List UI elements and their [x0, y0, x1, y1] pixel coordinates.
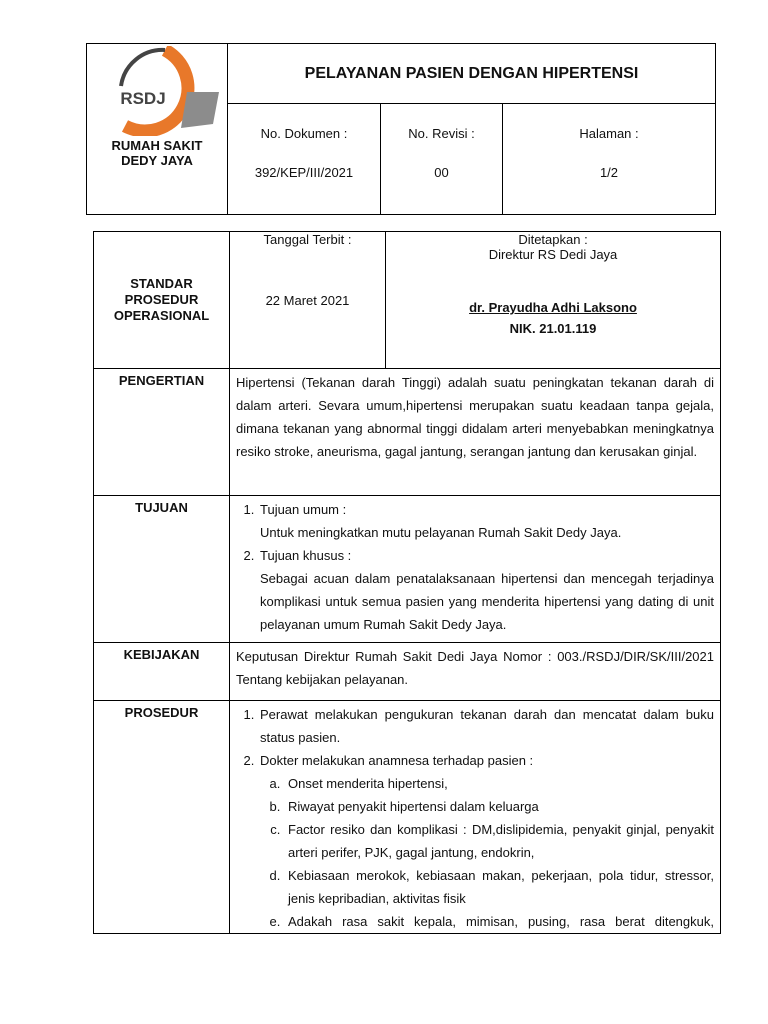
tujuan-content: [230, 496, 721, 643]
document-title: PELAYANAN PASIEN DENGAN HIPERTENSI: [228, 44, 716, 104]
list-item: [258, 749, 714, 933]
approved-by: Direktur RS Dedi Jaya: [488, 247, 618, 262]
sop-row: [94, 232, 721, 369]
logo-text: RSDJ: [120, 89, 166, 108]
pengertian-text: Hipertensi (Tekanan darah Tinggi) adalah suatu peningkatan tekanan darah di dalam arteri. Sevara umum,hipertensi merupakan suatu keadaan tanpa gejala, dimana tekanan yang abnormal tinggi didalam arteri menyebabkan meningkatnya resiko stroke, aneurisma, gagal jantung, serangan jantung dan kerusakan ginjal.: [230, 369, 721, 496]
page-cell: [503, 104, 716, 215]
tujuan-list: [236, 498, 714, 636]
list-item: [284, 864, 714, 910]
prosedur-step-2: Dokter melakukan anamnesa terhadap pasien :: [260, 753, 534, 768]
prosedur-content: [230, 701, 721, 934]
sop-label-cell: [94, 232, 230, 369]
hospital-name: RUMAH SAKIT DEDY JAYA: [111, 138, 203, 168]
list-item: [258, 544, 714, 636]
anamnesa-e: Adakah rasa sakit kepala, mimisan, pusing, rasa berat ditengkuk,: [288, 914, 714, 929]
doc-number-cell: [228, 104, 381, 215]
director-name: dr. Prayudha Adhi Laksono: [469, 300, 637, 315]
doc-number-value: 392/KEP/III/2021: [254, 165, 354, 180]
tujuan-khusus-text: Sebagai acuan dalam penatalaksanaan hipertensi dan mencegah terjadinya komplikasi untuk semua pasien yang menderita hipertensi yang dating di unit pelayanan umum Rumah Sakit Dedy Jaya.: [260, 571, 714, 632]
issue-date-cell: [230, 232, 386, 369]
tujuan-umum-text: Untuk meningkatkan mutu pelayanan Rumah Sakit Dedy Jaya.: [260, 525, 622, 540]
page-value: 1/2: [599, 165, 619, 180]
anamnesa-list: [260, 772, 714, 933]
kebijakan-text: Keputusan Direktur Rumah Sakit Dedi Jaya Nomor : 003./RSDJ/DIR/SK/III/2021 Tentang kebijakan pelayanan.: [230, 643, 721, 701]
rsdj-logo: [95, 46, 219, 136]
hospital-identity-cell: [87, 44, 228, 215]
tujuan-umum-title: 1. Tujuan umum :: [260, 502, 347, 517]
tujuan-label: TUJUAN: [94, 496, 230, 643]
sop-label: STANDAR PROSEDUR OPERASIONAL: [113, 276, 210, 323]
approved-label: Ditetapkan :: [518, 232, 588, 247]
prosedur-list: [236, 703, 714, 933]
anamnesa-b: Riwayat penyakit hipertensi dalam keluarga: [288, 799, 539, 814]
tujuan-row: [94, 496, 721, 643]
anamnesa-a: Onset menderita hipertensi,: [288, 776, 448, 791]
approval-cell: [386, 232, 721, 369]
tujuan-khusus-title: 2. Tujuan khusus :: [260, 548, 352, 563]
prosedur-label: PROSEDUR: [94, 701, 230, 934]
revision-cell: [381, 104, 503, 215]
list-item: [284, 818, 714, 864]
anamnesa-c: Factor resiko dan komplikasi : DM,dislipidemia, penyakit ginjal, penyakit arteri perifer, PJK, gagal jantung, endokrin,: [288, 822, 714, 860]
director-nik: NIK. 21.01.119: [509, 321, 597, 336]
sop-table: [93, 231, 721, 934]
list-item: [258, 703, 714, 749]
list-item: [284, 772, 714, 795]
doc-number-label: No. Dokumen :: [260, 126, 348, 141]
issue-date-label: Tanggal Terbit :: [263, 232, 352, 247]
list-item: [284, 795, 714, 818]
issue-date-value: 22 Maret 2021: [265, 293, 350, 308]
pengertian-row: [94, 369, 721, 496]
page-label: Halaman :: [579, 126, 639, 141]
revision-value: 00: [434, 165, 449, 180]
document-header: [86, 43, 716, 215]
prosedur-row: [94, 701, 721, 934]
list-item: [258, 498, 714, 544]
pengertian-label: PENGERTIAN: [94, 369, 230, 496]
kebijakan-row: [94, 643, 721, 701]
anamnesa-d: Kebiasaan merokok, kebiasaan makan, pekerjaan, pola tidur, stressor, jenis kepribadian, aktivitas fisik: [288, 868, 714, 906]
prosedur-step-1: Perawat melakukan pengukuran tekanan darah dan mencatat dalam buku status pasien.: [260, 707, 714, 745]
list-item: [284, 910, 714, 933]
revision-label: No. Revisi :: [408, 126, 475, 141]
kebijakan-label: KEBIJAKAN: [94, 643, 230, 701]
